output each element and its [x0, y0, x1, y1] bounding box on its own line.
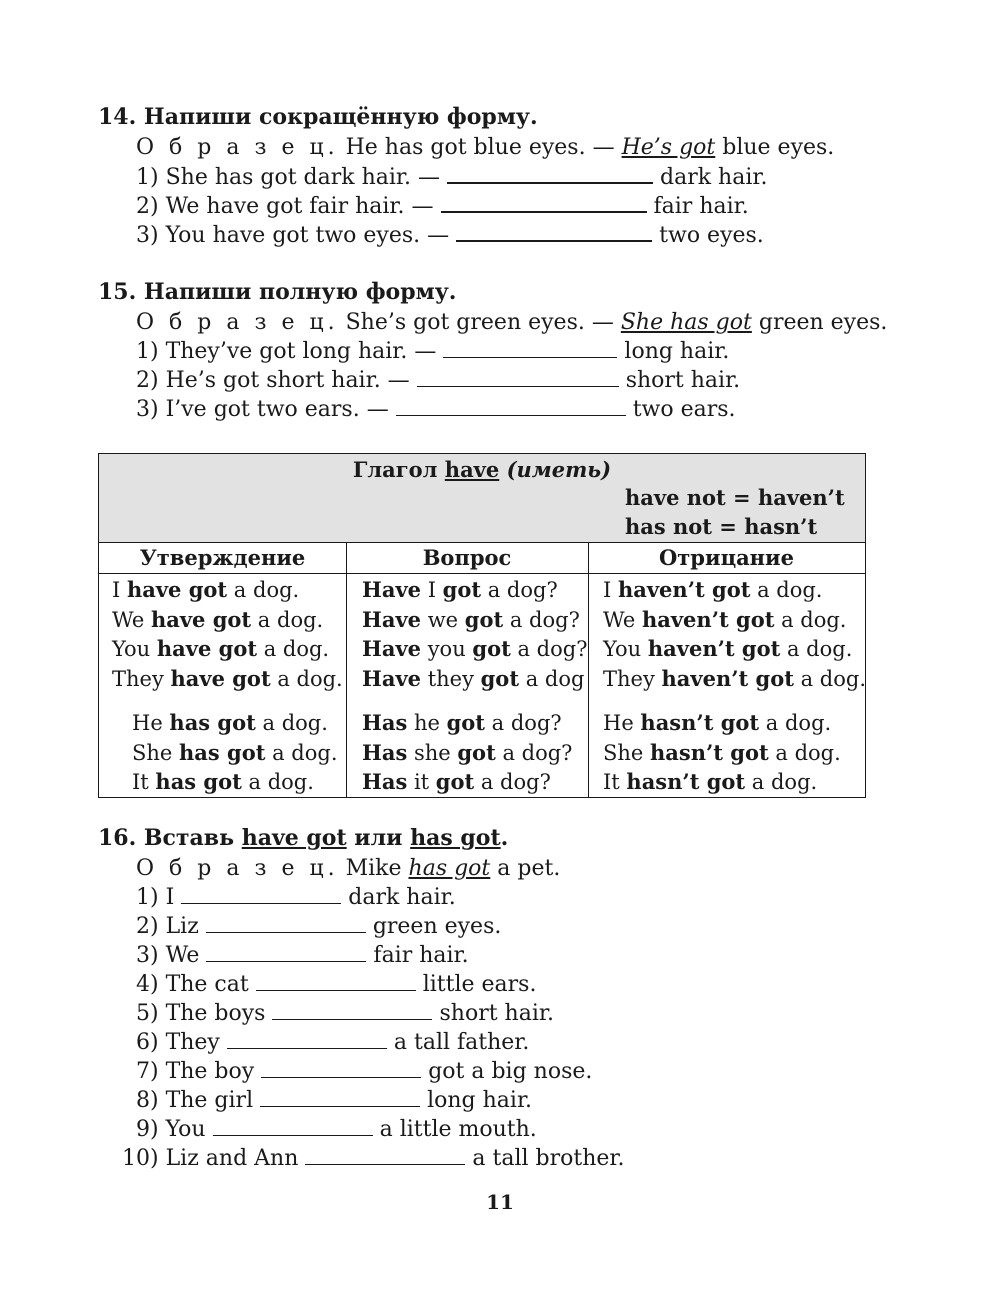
verb-form: got — [435, 769, 475, 794]
verb-form: Have — [362, 606, 422, 632]
answer-blank[interactable] — [441, 191, 647, 213]
exercise-15-item — [136, 395, 736, 424]
title-option-have-got: have got — [241, 825, 347, 851]
title-prefix: Глагол — [352, 457, 438, 482]
item-tail: a tall brother. — [472, 1146, 625, 1171]
answer-blank[interactable] — [396, 395, 626, 416]
verb-form: have got — [156, 636, 258, 661]
exercise-16-item — [122, 1144, 625, 1173]
answer-blank[interactable] — [213, 1115, 373, 1136]
table-row — [362, 664, 584, 695]
verb-form: haven’t got — [617, 577, 751, 602]
row-text: a dog. — [774, 607, 847, 632]
item-text: 3) I’ve got two ears. — — [136, 397, 389, 422]
sample-label: О б р а з е ц. — [136, 310, 339, 335]
item-tail: long hair. — [427, 1088, 533, 1113]
exercise-14-item — [136, 191, 749, 220]
table-row — [362, 708, 562, 739]
verb-form: got — [457, 739, 496, 765]
item-text: 2) We have got fair hair. — — [136, 194, 434, 219]
verb-form: Have — [362, 636, 422, 661]
answer-blank[interactable] — [417, 366, 619, 387]
sample-tail: green eyes. — [758, 310, 888, 335]
row-text: They — [603, 666, 662, 691]
verb-form: have got — [126, 577, 228, 602]
item-text: 1) I — [136, 885, 175, 910]
item-tail: green eyes. — [372, 914, 502, 939]
title-prefix: 16. Вставь — [98, 825, 235, 851]
table-row — [112, 575, 299, 606]
item-text: 1) She has got dark hair. — — [136, 165, 441, 190]
verb-form: have got — [150, 606, 252, 632]
title-option-has-got: has got — [410, 825, 501, 851]
row-text: a dog? — [503, 607, 580, 632]
grammar-table-header — [99, 454, 865, 543]
row-text: a dog — [519, 666, 585, 691]
row-text: She — [603, 740, 651, 765]
item-text: 2) He’s got short hair. — — [136, 368, 410, 393]
row-text: a dog? — [474, 770, 551, 794]
sample-answer: She has got — [620, 310, 752, 335]
row-text: a dog? — [481, 578, 558, 602]
sample-answer: has got — [408, 856, 491, 881]
row-text: a dog. — [241, 770, 314, 794]
row-text: we — [421, 607, 465, 632]
row-text: a dog. — [227, 578, 300, 602]
verb-form: got — [480, 665, 520, 691]
item-text: 1) They’ve got long hair. — — [136, 339, 437, 364]
item-tail: a tall father. — [393, 1030, 530, 1055]
table-row — [112, 664, 343, 695]
table-row — [362, 575, 558, 606]
item-tail: short hair. — [439, 1001, 554, 1026]
item-tail: a little mouth. — [379, 1117, 537, 1142]
exercise-16-title — [98, 824, 508, 853]
row-text: She — [132, 740, 180, 765]
exercise-15-item — [136, 366, 740, 395]
answer-blank[interactable] — [206, 941, 366, 962]
verb-form: got — [442, 577, 482, 602]
row-text: a dog. — [759, 711, 832, 735]
exercise-14-item — [136, 162, 767, 191]
verb-form: hasn’t got — [650, 739, 769, 765]
answer-blank[interactable] — [272, 999, 432, 1020]
sample-sentence: She’s got green eyes. — — [345, 310, 614, 335]
answer-blank[interactable] — [206, 912, 366, 933]
sample-sentence: He has got blue eyes. — — [345, 135, 615, 160]
verb-form: haven’t got — [641, 606, 775, 632]
item-text: 9) You — [136, 1117, 206, 1142]
row-text: a dog. — [255, 711, 328, 735]
table-row — [362, 738, 572, 769]
column-divider — [346, 542, 347, 797]
row-text: We — [112, 607, 151, 632]
row-text: He — [132, 711, 170, 735]
item-text: 8) The girl — [136, 1088, 254, 1113]
row-text: a dog. — [265, 740, 338, 765]
answer-blank[interactable] — [260, 1086, 420, 1107]
answer-blank[interactable] — [227, 1028, 387, 1049]
row-text: a dog? — [510, 637, 588, 661]
verb-form: got — [446, 710, 485, 735]
column-affirmative: Утверждение — [139, 545, 306, 570]
sample-label: О б р а з е ц. — [136, 135, 339, 160]
verb-form: has got — [179, 739, 266, 765]
item-tail: dark hair. — [660, 165, 768, 190]
item-text: 6) They — [136, 1030, 220, 1055]
sample-tail: blue eyes. — [722, 135, 835, 160]
title-translation: (иметь) — [506, 457, 612, 482]
table-row — [362, 767, 551, 798]
row-text: He — [603, 711, 641, 735]
row-text: a dog. — [251, 607, 324, 632]
item-tail: little ears. — [422, 972, 537, 997]
row-text: a dog? — [495, 740, 573, 765]
row-text: they — [421, 666, 481, 691]
verb-form: Has — [362, 769, 408, 794]
table-row — [132, 708, 328, 739]
row-text: It — [132, 770, 156, 794]
exercise-15-item — [136, 337, 729, 366]
table-row — [603, 708, 831, 739]
row-text: a dog? — [484, 711, 562, 735]
item-tail: fair hair. — [373, 943, 469, 968]
answer-blank[interactable] — [456, 220, 652, 242]
sample-tail: a pet. — [497, 856, 561, 881]
column-question: Вопрос — [422, 545, 512, 570]
row-text: You — [112, 637, 157, 661]
exercise-15-sample — [136, 308, 887, 337]
exercise-16-item — [136, 912, 501, 941]
sample-label: О б р а з е ц. — [136, 856, 339, 881]
item-text: 3) We — [136, 943, 200, 968]
verb-form: Have — [362, 577, 422, 602]
answer-blank[interactable] — [443, 337, 617, 358]
item-tail: short hair. — [625, 368, 741, 393]
verb-form: Has — [362, 739, 408, 765]
item-text: 5) The boys — [136, 1001, 266, 1026]
table-row — [132, 767, 314, 798]
verb-form: has got — [155, 769, 242, 794]
item-tail: dark hair. — [348, 885, 456, 910]
row-text: she — [407, 740, 458, 765]
verb-form: has got — [169, 710, 256, 735]
verb-form: Has — [362, 710, 408, 735]
item-text: 10) Liz and Ann — [122, 1146, 299, 1171]
column-negative: Отрицание — [659, 545, 794, 570]
table-row — [603, 767, 817, 798]
item-text: 2) Liz — [136, 914, 199, 939]
exercise-16-sample — [136, 854, 560, 883]
table-row — [132, 738, 338, 769]
answer-blank[interactable] — [256, 970, 416, 991]
table-row — [603, 664, 866, 695]
answer-blank[interactable] — [181, 883, 341, 904]
sample-answer: He’s got — [621, 135, 716, 160]
row-text: it — [407, 770, 436, 794]
row-text: a dog. — [750, 578, 823, 602]
exercise-15-title: 15. Напиши полную форму. — [98, 279, 457, 305]
row-text: You — [603, 637, 648, 661]
item-tail: fair hair. — [653, 194, 749, 219]
exercise-16-item — [136, 883, 456, 912]
exercise-16-item — [136, 1115, 537, 1144]
row-text: he — [407, 711, 447, 735]
item-text: 4) The cat — [136, 972, 249, 997]
row-text: a dog. — [257, 637, 330, 661]
table-row — [112, 634, 329, 665]
answer-blank[interactable] — [305, 1144, 465, 1165]
verb-form: got — [464, 606, 504, 632]
table-row — [112, 605, 323, 636]
row-text: I — [603, 578, 618, 602]
row-text: We — [603, 607, 642, 632]
sample-sentence: Mike — [345, 856, 402, 881]
item-tail: two eyes. — [659, 223, 764, 248]
verb-form: hasn’t got — [640, 710, 760, 735]
answer-blank[interactable] — [261, 1057, 421, 1078]
row-text: I — [421, 578, 443, 602]
grammar-table-columns — [99, 542, 865, 574]
exercise-14-item — [136, 220, 764, 249]
row-text: They — [112, 666, 171, 691]
table-row — [362, 634, 587, 665]
exercise-16-item — [136, 999, 554, 1028]
exercise-14-sample — [136, 133, 834, 162]
grammar-table-title — [99, 457, 865, 482]
row-text: a dog. — [745, 770, 818, 794]
item-text: 3) You have got two eyes. — — [136, 223, 450, 248]
table-row — [603, 738, 841, 769]
contraction-note: has not = hasn’t — [625, 514, 818, 539]
item-tail: got a big nose. — [428, 1059, 593, 1084]
row-text: a dog. — [768, 740, 841, 765]
verb-form: haven’t got — [661, 665, 794, 691]
row-text: It — [603, 770, 627, 794]
exercise-16-item — [136, 941, 469, 970]
exercise-16-item — [136, 1028, 529, 1057]
exercise-16-item — [136, 1086, 532, 1115]
table-row — [603, 575, 822, 606]
item-text: 7) The boy — [136, 1059, 255, 1084]
verb-form: got — [472, 636, 511, 661]
table-row — [603, 605, 846, 636]
verb-form: Have — [362, 665, 422, 691]
exercise-16-item — [136, 1057, 592, 1086]
row-text: a dog. — [780, 637, 853, 661]
item-tail: two ears. — [632, 397, 736, 422]
row-text: I — [112, 578, 127, 602]
verb-form: have got — [170, 665, 271, 691]
verb-form: haven’t got — [647, 636, 781, 661]
row-text: you — [421, 637, 473, 661]
row-text: a dog. — [793, 666, 866, 691]
table-row — [362, 605, 580, 636]
title-verb: have — [444, 457, 500, 482]
exercise-14-title: 14. Напиши сокращённую форму. — [98, 104, 538, 130]
title-or: или — [354, 825, 403, 851]
item-tail: long hair. — [624, 339, 730, 364]
verb-form: hasn’t got — [626, 769, 746, 794]
answer-blank[interactable] — [447, 162, 653, 184]
title-end: . — [500, 825, 509, 851]
row-text: a dog. — [270, 666, 343, 691]
table-row — [603, 634, 852, 665]
exercise-16-item — [136, 970, 536, 999]
contraction-note: have not = haven’t — [625, 485, 845, 510]
page-number: 11 — [486, 1190, 514, 1214]
grammar-table — [98, 453, 866, 798]
column-divider — [588, 542, 589, 797]
